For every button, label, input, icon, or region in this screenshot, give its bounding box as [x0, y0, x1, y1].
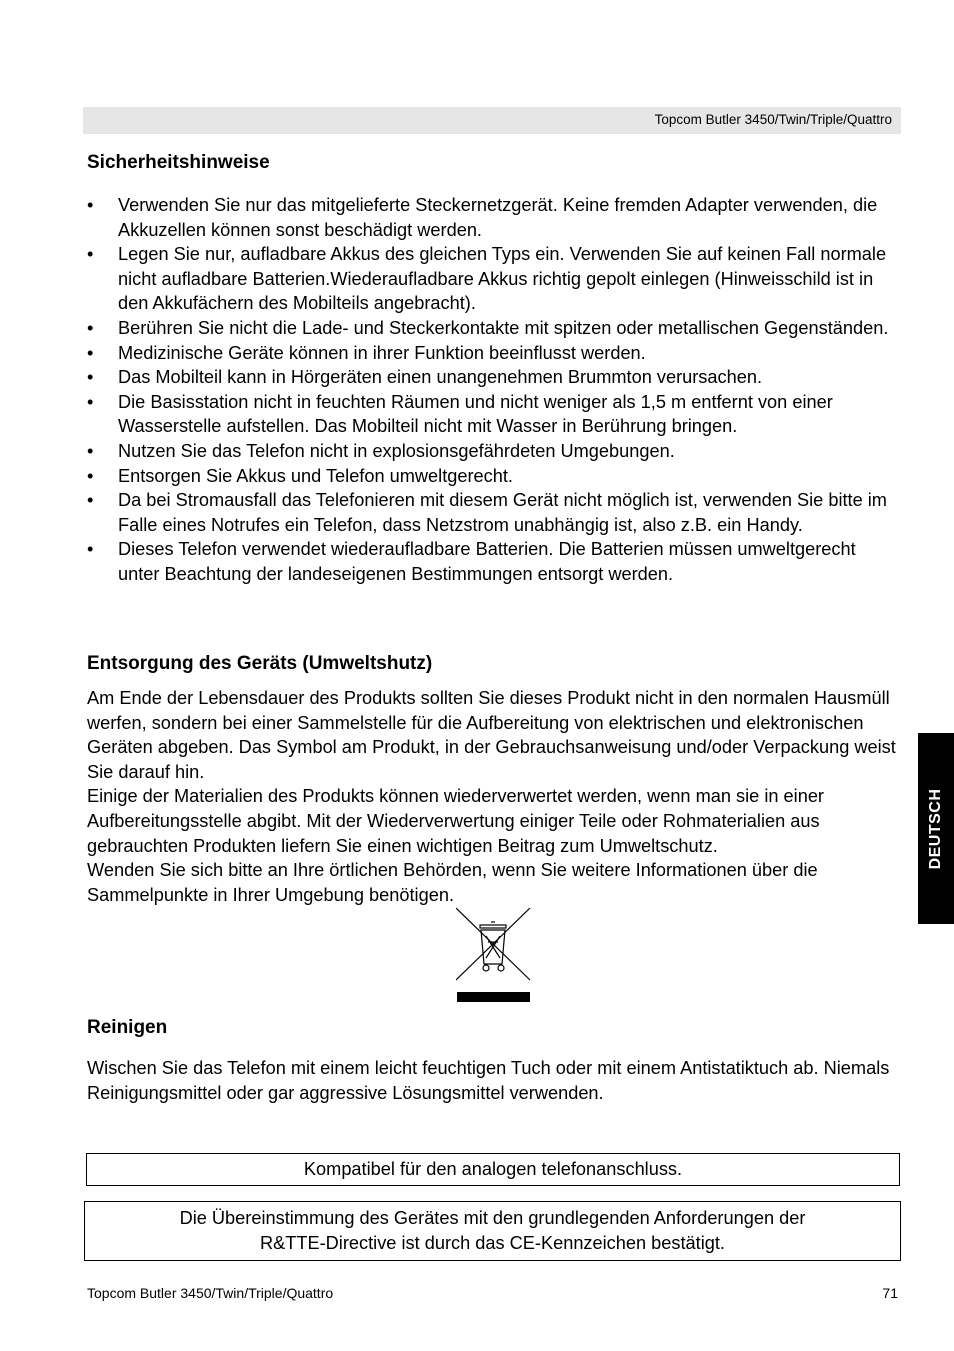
safety-list [87, 193, 901, 587]
list-item: • Die Basisstation nicht in feuchten Räumen und nicht weniger als 1,5 m entfernt von einer Wasserstelle aufstellen. Das Mobilteil nicht mit Wasser in Berührung bringen. [87, 391, 833, 437]
list-item: • Entsorgen Sie Akkus und Telefon umweltgerecht. [87, 465, 513, 486]
language-tab-label: DEUTSCH [927, 788, 944, 869]
heading-cleaning: Reinigen [87, 1017, 168, 1038]
ce-notice-box [84, 1201, 901, 1261]
disposal-paragraph: Am Ende der Lebensdauer des Produkts sollten Sie dieses Produkt nicht in den normalen Hausmüll werfen, sondern bei einer Sammelstelle für die Aufbereitung von elektrischen und elektronischen Geräten abgeben. Das Symbol am Produkt, in der Gebrauchsanweisung und/oder Verpackung weist Sie darauf hin. [87, 688, 896, 782]
heading-safety: Sicherheitshinweise [87, 152, 270, 173]
list-item: • Nutzen Sie das Telefon nicht in explosionsgefährdeten Umgebungen. [87, 440, 675, 461]
list-item: • Das Mobilteil kann in Hörgeräten einen unangenehmen Brummton verursachen. [87, 367, 763, 388]
list-item: • Legen Sie nur, aufladbare Akkus des gleichen Typs ein. Verwenden Sie auf keinen Fall normale nicht aufladbare Batterien.Wiederaufladbare Akkus richtig gepolt einlegen (Hinweisschild ist in den Akkufächern des Mobilteils angebracht). [87, 244, 887, 314]
list-item: • Berühren Sie nicht die Lade- und Steckerkontakte mit spitzen oder metallischen Gegenständen. [87, 317, 889, 338]
cleaning-text: Wischen Sie das Telefon mit einem leicht feuchtigen Tuch oder mit einem Antistatiktuch ab. Niemals Reinigungsmittel oder gar aggressive Lösungsmittel verwenden. [87, 1058, 890, 1103]
ce-notice-line: Die Übereinstimmung des Gerätes mit den grundlegenden Anforderungen der [179, 1208, 806, 1228]
footer-title: Topcom Butler 3450/Twin/Triple/Quattro [87, 1285, 334, 1301]
header-title: Topcom Butler 3450/Twin/Triple/Quattro [654, 112, 892, 127]
list-item: • Da bei Stromausfall das Telefonieren mit diesem Gerät nicht möglich ist, verwenden Sie bitte im Falle eines Notrufes ein Telefon, dass Netzstrom unabhängig ist, also z.B. ein Handy. [87, 490, 887, 535]
ce-notice-line: R&TTE-Directive ist durch das CE-Kennzeichen bestätigt. [260, 1232, 725, 1253]
list-item: • Dieses Telefon verwendet wiederaufladbare Batterien. Die Batterien müssen umweltgerecht unter Beachtung der landeseigenen Bestimmungen entsorgt werden. [87, 539, 856, 584]
page-number: 71 [882, 1285, 898, 1301]
list-item: • Verwenden Sie nur das mitgelieferte Steckernetzgerät. Keine fremden Adapter verwenden, die Akkuzellen können sonst beschädigt werden. [87, 195, 878, 240]
compatibility-notice-box [86, 1153, 900, 1186]
disposal-paragraph: Wenden Sie sich bitte an Ihre örtlichen Behörden, wenn Sie weitere Informationen über die Sammelpunkte in Ihrer Umgebung benötigen. [87, 860, 818, 905]
compatibility-notice: Kompatibel für den analogen telefonanschluss. [303, 1159, 683, 1179]
header-bar [83, 107, 901, 134]
heading-disposal: Entsorgung des Geräts (Umweltshutz) [87, 653, 433, 674]
crossed-out-wheelie-bin-icon [456, 908, 532, 1004]
disposal-paragraph: Einige der Materialien des Produkts können wiederverwertet werden, wenn man sie in einer Aufbereitungsstelle abgibt. Mit der Wiederverwertung einiger Teile oder Rohmaterialien aus gebrauchten Produkten liefern Sie einen wichtigen Beitrag zum Umweltschutz. [87, 786, 824, 856]
disposal-text [87, 686, 901, 907]
list-item: • Medizinische Geräte können in ihrer Funktion beeinflusst werden. [87, 342, 646, 363]
language-tab [918, 733, 954, 924]
